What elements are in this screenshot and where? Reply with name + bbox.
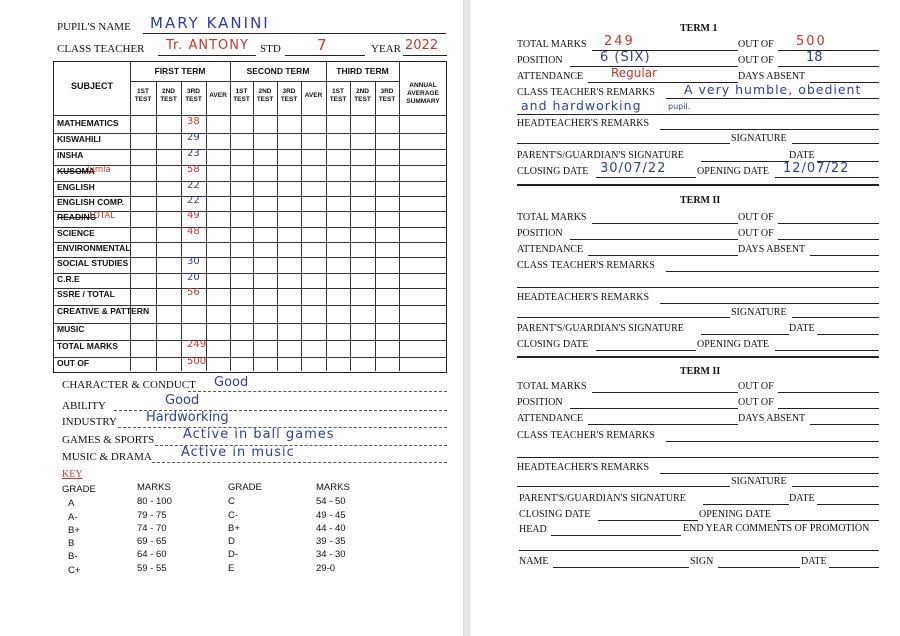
marks-header-left: MARKS: [137, 482, 171, 493]
t2-opening-label: OPENING DATE: [697, 339, 769, 350]
row-divider: [54, 273, 446, 274]
ability-label: ABILITY: [62, 400, 106, 412]
t1-position-out-of-label: OUT OF: [738, 55, 774, 66]
subject-mark: 22: [187, 195, 200, 206]
character-value: Good: [214, 375, 249, 390]
row-divider: [54, 165, 446, 166]
t1-days-absent-label: DAYS ABSENT: [738, 71, 806, 82]
key-grade: B-: [68, 551, 78, 562]
t2-test2-header: 2ND TEST: [256, 88, 274, 103]
key-grade: B: [68, 538, 75, 549]
t2-test1-header: 1ST TEST: [233, 88, 250, 103]
term1-divider: [517, 184, 879, 186]
subject-mark: 249: [187, 339, 207, 350]
row-divider: [54, 149, 446, 150]
t3-total-marks-label: TOTAL MARKS: [517, 381, 587, 392]
t1-opening-label: OPENING DATE: [697, 166, 769, 177]
t3-date-label: DATE: [789, 493, 815, 504]
grade-header-left: GRADE: [62, 484, 96, 495]
t2-closing-label: CLOSING DATE: [517, 339, 589, 350]
key-marks: 74 - 70: [137, 523, 167, 534]
row-divider: [54, 357, 446, 358]
subject-name: ENGLISH COMP.: [57, 197, 124, 207]
subject-name: ENGLISH: [57, 182, 95, 192]
subject-name: OUT OF: [57, 358, 90, 368]
term2-divider: [517, 356, 879, 358]
key-marks: 59 - 55: [137, 563, 167, 574]
key-marks: 79 - 75: [137, 510, 167, 521]
row-divider: [54, 227, 446, 228]
games-value: Active in ball games: [183, 427, 335, 442]
std-label: STD: [260, 43, 281, 55]
term1-title: TERM 1: [680, 23, 718, 34]
key-grade: C: [228, 496, 235, 507]
year-label: YEAR: [371, 43, 401, 55]
t3-position-out-of-label: OUT OF: [738, 397, 774, 408]
key-marks: 39 - 35: [316, 536, 346, 547]
subject-mark: 38: [187, 116, 200, 127]
t2-attendance-label: ATTENDANCE: [517, 244, 584, 255]
class-teacher-label: CLASS TEACHER: [57, 43, 145, 55]
t2-position-label: POSITION: [517, 228, 563, 239]
t3-class-remarks-label: CLASS TEACHER'S REMARKS: [517, 430, 655, 441]
subject-mark: 23: [187, 148, 200, 159]
t3-test2-header: 2ND TEST: [354, 88, 371, 103]
end-year-comments-label: END YEAR COMMENTS OF PROMOTION: [683, 523, 870, 534]
t3-test1-header: 1ST TEST: [329, 88, 347, 103]
annual-header: ANNUAL AVERAGE SUMMARY: [406, 82, 440, 105]
t3-out-of-label: OUT OF: [738, 381, 774, 392]
row-divider: [54, 323, 446, 324]
key-marks: 69 - 65: [137, 536, 167, 547]
t1-attendance-value: Regular: [611, 66, 658, 80]
subject-mark: 29: [187, 132, 200, 143]
industry-value: Hardworking: [146, 410, 229, 425]
marks-table: [53, 61, 447, 373]
subject-name: READING: [57, 212, 97, 222]
t1-remarks-line3: pupil.: [668, 102, 691, 111]
grade-header-right: GRADE: [228, 482, 262, 493]
key-grade: A-: [68, 512, 78, 523]
first-term-header: FIRST TERM: [154, 66, 206, 76]
t2-aver-header: AVER: [304, 92, 323, 99]
t1-parent-sig-label: PARENT'S/GUARDIAN'S SIGNATURE: [517, 150, 684, 161]
key-grade: C-: [228, 510, 239, 521]
t2-signature-label: SIGNATURE: [731, 307, 787, 318]
key-grade: B+: [228, 523, 240, 534]
t1-position-out-of-value: 18: [806, 50, 823, 65]
subject-name: CREATIVE & PATTERN: [57, 306, 150, 316]
key-marks: 29-0: [316, 563, 336, 574]
t3-attendance-label: ATTENDANCE: [517, 413, 584, 424]
subject-mark: 58: [187, 164, 200, 175]
marks-header-right: MARKS: [316, 482, 350, 493]
subject-name: INSHA: [57, 150, 84, 160]
music-value: Active in music: [181, 445, 295, 460]
t1-out-of-label: OUT OF: [738, 39, 774, 50]
t1-test1-header: 1ST TEST: [134, 88, 152, 103]
key-grade: C+: [68, 565, 81, 576]
t1-test3-header: 3RD TEST: [185, 88, 202, 103]
sign-label: SIGN: [690, 556, 714, 567]
t1-out-of-value: 500: [796, 34, 827, 49]
t3-parent-sig-label: PARENT'S/GUARDIAN'S SIGNATURE: [519, 493, 686, 504]
subject-mark: 20: [187, 272, 200, 283]
subject-name: SCIENCE: [57, 228, 95, 238]
row-divider: [54, 133, 446, 134]
t1-position-value: 6 (SIX): [600, 50, 651, 65]
t3-closing-label: CLOSING DATE: [519, 509, 591, 520]
games-label: GAMES & SPORTS: [62, 434, 155, 446]
subject-name: ENVIRONMENTAL: [57, 243, 131, 253]
t1-date-label: DATE: [789, 150, 815, 161]
subject-mark: 30: [187, 256, 200, 267]
industry-label: INDUSTRY: [62, 416, 118, 428]
ability-value: Good: [165, 393, 200, 408]
t3-signature-label: SIGNATURE: [731, 476, 787, 487]
key-marks: 49 - 45: [316, 510, 346, 521]
year-line: [403, 55, 447, 56]
third-term-header: THIRD TERM: [336, 66, 389, 76]
year-value: 2022: [405, 38, 439, 53]
pupil-name-line: [143, 33, 446, 34]
key-title: KEY: [62, 469, 83, 480]
pupil-name-label: PUPIL'S NAME: [57, 21, 131, 33]
t1-signature-label: SIGNATURE: [731, 133, 787, 144]
character-label: CHARACTER & CONDUCT: [62, 379, 196, 391]
t1-aver-header: AVER: [209, 92, 227, 99]
page-gutter: [463, 0, 470, 636]
subject-name: KUSOMA: [57, 166, 95, 176]
key-grade: A: [68, 498, 75, 509]
subject-name: MUSIC: [57, 324, 85, 334]
subject-mark: 56: [187, 287, 200, 298]
second-term-header: SECOND TERM: [246, 66, 310, 76]
class-teacher-value: Tr. ANTONY: [166, 38, 249, 53]
subject-mark: 49: [187, 210, 200, 221]
t2-days-absent-label: DAYS ABSENT: [738, 244, 806, 255]
subject-header: SUBJECT: [70, 81, 113, 91]
t1-total-marks-value: 249: [604, 34, 635, 49]
t2-parent-sig-label: PARENT'S/GUARDIAN'S SIGNATURE: [517, 323, 684, 334]
t1-closing-label: CLOSING DATE: [517, 166, 589, 177]
subject-mark: 500: [187, 356, 207, 367]
subject-name: SOCIAL STUDIES: [57, 258, 129, 268]
pupil-name-value: MARY KANINI: [150, 14, 270, 32]
std-line: [285, 55, 365, 56]
final-date-label: DATE: [801, 556, 827, 567]
t3-opening-label: OPENING DATE: [699, 509, 771, 520]
t3-days-absent-label: DAYS ABSENT: [738, 413, 806, 424]
t2-position-out-of-label: OUT OF: [738, 228, 774, 239]
music-label: MUSIC & DRAMA: [62, 451, 152, 463]
key-marks: 34 - 30: [316, 549, 346, 560]
t3-test3-header: 3RD TEST: [378, 88, 396, 103]
t2-test3-header: 3RD TEST: [280, 88, 298, 103]
t2-total-marks-label: TOTAL MARKS: [517, 212, 587, 223]
t1-position-label: POSITION: [517, 55, 563, 66]
subject-mark: 48: [187, 226, 200, 237]
t3-head-remarks-label: HEADTEACHER'S REMARKS: [517, 462, 650, 473]
row-divider: [54, 181, 446, 182]
class-teacher-line: [158, 55, 256, 56]
t1-remarks-line1: A very humble, obedient: [684, 82, 862, 97]
t1-test2-header: 2ND TEST: [160, 88, 177, 103]
key-grade: D: [228, 536, 235, 547]
subject-mark: 22: [187, 180, 200, 191]
key-grade: E: [228, 563, 235, 574]
subject-name: C.R.E: [57, 274, 80, 284]
t2-head-remarks-label: HEADTEACHER'S REMARKS: [517, 292, 650, 303]
subject-name: MATHEMATICS: [57, 118, 119, 128]
subject-name: KISWAHILI: [57, 134, 101, 144]
std-value: 7: [317, 36, 327, 54]
subject-name: TOTAL MARKS: [57, 341, 118, 351]
subject-note: Jumla: [87, 165, 111, 175]
term2-title: TERM II: [680, 195, 721, 206]
key-marks: 64 - 60: [137, 549, 167, 560]
t1-attendance-label: ATTENDANCE: [517, 71, 584, 82]
key-grade: B+: [68, 525, 80, 536]
t2-out-of-label: OUT OF: [738, 212, 774, 223]
key-grade: D-: [228, 549, 239, 560]
name-label: NAME: [519, 556, 549, 567]
t1-class-remarks-label: CLASS TEACHER'S REMARKS: [517, 87, 655, 98]
key-marks: 44 - 40: [316, 523, 346, 534]
t3-position-label: POSITION: [517, 397, 563, 408]
term3-title: TERM II: [680, 366, 721, 377]
key-marks: 54 - 50: [316, 496, 346, 507]
t1-head-remarks-label: HEADTEACHER'S REMARKS: [517, 118, 650, 129]
key-marks: 80 - 100: [137, 496, 172, 507]
t1-remarks-line2: and hardworking: [521, 98, 642, 113]
head-label: HEAD: [519, 524, 547, 535]
subject-note: TOTAL: [88, 211, 115, 221]
t1-opening-value: 12/07/22: [783, 161, 850, 176]
t1-total-marks-label: TOTAL MARKS: [517, 39, 587, 50]
t1-closing-value: 30/07/22: [600, 161, 667, 176]
subject-name: SSRE / TOTAL: [57, 289, 115, 299]
t2-date-label: DATE: [789, 323, 815, 334]
t2-class-remarks-label: CLASS TEACHER'S REMARKS: [517, 260, 655, 271]
